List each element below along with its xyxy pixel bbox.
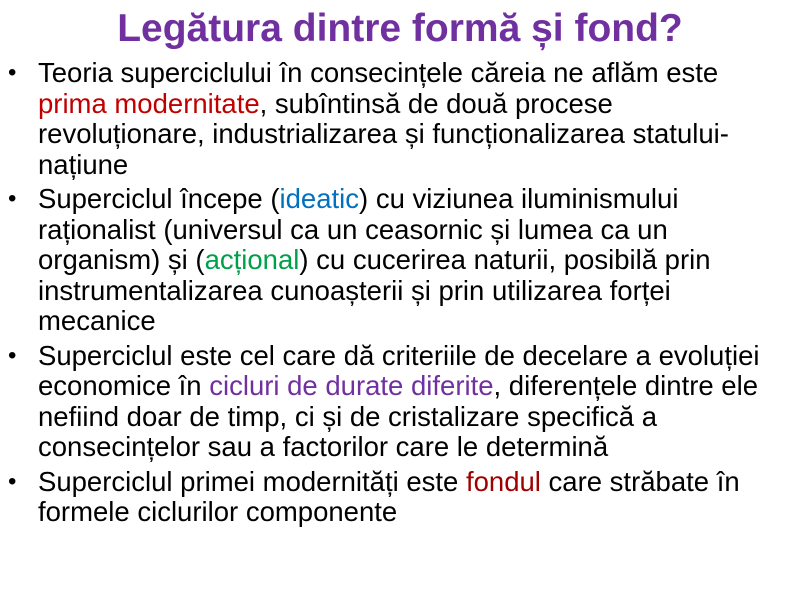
text-segment: ) cu viziunea iluminismului raționalist (universul ca un ceasornic și lumea ca un organism) și ( [38,183,679,275]
bullet-text [38,466,740,528]
text-segment: ) cu cucerirea naturii, posibilă prin instrumentalizarea cunoașterii și prin utilizarea forței mecanice [38,244,711,336]
slide-title: Legătura dintre formă și fond? [117,7,683,50]
bullet-item-2 [0,184,800,337]
highlight-prima-modernitate: prima modernitate [38,87,260,119]
bullet-item-4 [0,467,800,528]
highlight-actional: acțional [204,244,300,275]
bullet-marker: • [8,341,17,369]
text-segment: Superciclul primei modernități este [38,465,466,497]
bullet-list [0,58,800,532]
bullet-item-3 [0,341,800,463]
bullet-marker: • [8,185,17,212]
text-segment: Superciclul începe ( [38,183,280,214]
text-segment: , diferențele dintre ele nefiind doar de timp, ci și de cristalizare specifică a consecințelor sau a factorilor care le determină [38,370,759,462]
text-segment: , subîntinsă de două procese revoluționare, industrializarea și funcționalizarea statului-națiune [38,87,729,180]
bullet-text [38,57,729,180]
text-segment: care străbate în formele ciclurilor componente [38,465,740,527]
bullet-marker: • [8,59,17,86]
bullet-item-1 [0,58,800,180]
text-segment: Teoria superciclului în consecințele căreia ne aflăm este [38,57,719,88]
highlight-cicluri: cicluri de durate diferite [209,370,494,401]
bullet-marker: • [8,467,17,495]
text-segment: Superciclul este cel care dă criteriile de decelare a evoluției economice în [38,339,760,401]
bullet-text [38,340,760,463]
highlight-fondul: fondul [465,465,541,497]
highlight-ideatic: ideatic [279,183,360,214]
bullet-text [38,183,711,336]
